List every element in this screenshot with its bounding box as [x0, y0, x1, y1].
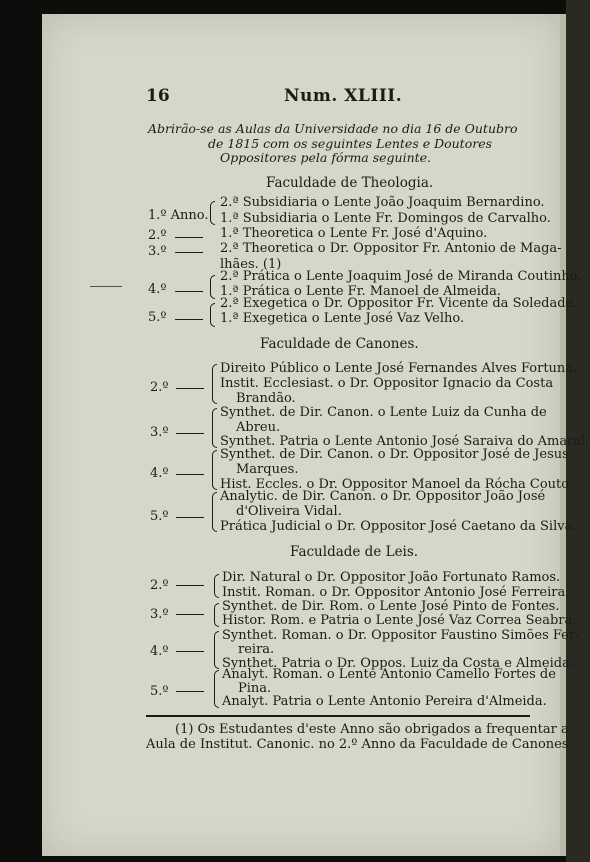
brace: [212, 364, 217, 404]
brace: [214, 574, 219, 598]
entry-line: Analyt. Roman. o Lente Antonio Camello Fortes de: [222, 667, 556, 682]
ditto-dash: [175, 237, 203, 238]
page-number: 16: [146, 86, 170, 106]
brace: [210, 303, 215, 327]
brace: [214, 603, 219, 627]
entry-line: Synthet. Patria o Dr. Oppos. Luiz da Costa e Almeida.: [222, 656, 574, 671]
book-edge: [566, 0, 590, 862]
entry-line: d'Oliveira Vidal.: [236, 504, 342, 519]
margin-mark: [90, 286, 122, 287]
ditto-dash: [176, 691, 204, 692]
entry-line: Brandão.: [236, 391, 296, 406]
entry-line: Hist. Eccles. o Dr. Oppositor Manoel da Rócha Couto.: [220, 477, 573, 492]
year-label: 3.º: [150, 425, 169, 440]
section-heading-theologia: Faculdade de Theologia.: [266, 175, 434, 191]
ditto-dash: [176, 388, 204, 389]
intro-line-3: Oppositores pela fórma seguinte.: [220, 150, 432, 165]
intro-line-2: de 1815 com os seguintes Lentes e Doutores: [208, 136, 493, 151]
entry-line: Prática Judicial o Dr. Oppositor José Caetano da Silva.: [220, 519, 577, 534]
entry-line: Synthet. de Dir. Canon. o Lente Luiz da Cunha de: [220, 405, 547, 420]
brace: [214, 670, 219, 708]
brace: [212, 492, 217, 532]
entry-line: 2.ª Exegetica o Dr. Oppositor Fr. Vicente da Soledade.: [220, 296, 578, 311]
page-title: Num. XLIII.: [284, 86, 403, 106]
ditto-dash: [176, 651, 204, 652]
year-label: 4.º: [150, 466, 169, 481]
year-label: 4.º: [150, 644, 169, 659]
year-label: 2.º: [148, 228, 167, 243]
year-label: 3.º: [150, 607, 169, 622]
section-heading-leis: Faculdade de Leis.: [290, 544, 419, 560]
entry-line: Direito Público o Lente José Fernandes Alves Fortuna.: [220, 361, 578, 376]
entry-line: Instit. Ecclesiast. o Dr. Oppositor Ignacio da Costa: [220, 376, 554, 391]
year-label: 2.º: [150, 380, 169, 395]
entry-line: lhães. (1): [220, 257, 282, 272]
entry-line: reira.: [238, 642, 275, 657]
entry-line: Synthet. de Dir. Canon. o Dr. Oppositor José de Jesus: [220, 447, 569, 462]
year-label: 5.º: [150, 684, 169, 699]
year-label: 3.º: [148, 244, 167, 259]
brace: [210, 275, 215, 299]
brace: [210, 201, 215, 225]
ditto-dash: [175, 252, 203, 253]
entry-line: 2.ª Prática o Lente Joaquim José de Miranda Coutinho.: [220, 269, 582, 284]
year-label: 2.º: [150, 578, 169, 593]
ditto-dash: [176, 517, 204, 518]
entry-line: Synthet. de Dir. Rom. o Lente José Pinto de Fontes.: [222, 599, 560, 614]
entry-line: 1.ª Prática o Lente Fr. Manoel de Almeida.: [220, 284, 502, 299]
entry-line: Marques.: [236, 462, 299, 477]
entry-line: Synthet. Patria o Lente Antonio José Saraiva do Amaral.: [220, 434, 590, 449]
year-label: 1.º Anno.: [148, 208, 209, 223]
ditto-dash: [176, 585, 204, 586]
entry-line: 2.ª Theoretica o Dr. Oppositor Fr. Antonio de Maga-: [220, 241, 562, 256]
ditto-dash: [176, 614, 204, 615]
year-label: 4.º: [148, 282, 167, 297]
entry-line: 1.ª Exegetica o Lente José Vaz Velho.: [220, 311, 465, 326]
entry-line: 1.ª Theoretica o Lente Fr. José d'Aquino.: [220, 226, 488, 241]
entry-line: Analyt. Patria o Lente Antonio Pereira d'Almeida.: [222, 694, 547, 709]
year-label: 5.º: [150, 509, 169, 524]
intro-line-1: Abrirão-se as Aulas da Universidade no dia 16 de Outubro: [148, 121, 518, 136]
entry-line: Instit. Roman. o Dr. Oppositor Antonio José Ferreira.: [222, 585, 570, 600]
entry-line: 2.ª Subsidiaria o Lente João Joaquim Bernardino.: [220, 195, 545, 210]
footnote-rule: [146, 715, 530, 717]
entry-line: Dir. Natural o Dr. Oppositor João Fortunato Ramos.: [222, 570, 561, 585]
ditto-dash: [176, 474, 204, 475]
brace: [212, 450, 217, 490]
entry-line: Pina.: [238, 681, 272, 696]
entry-line: Analytic. de Dir. Canon. o Dr. Oppositor João José: [220, 489, 546, 504]
entry-line: Synthet. Roman. o Dr. Oppositor Faustino Simões Fer-: [222, 628, 580, 643]
footnote-line-2: Aula de Institut. Canonic. no 2.º Anno da Faculdade de Canones.: [146, 737, 573, 752]
entry-line: Histor. Rom. e Patria o Lente José Vaz Correa Seabra.: [222, 613, 577, 628]
section-heading-canones: Faculdade de Canones.: [260, 336, 419, 352]
year-label: 5.º: [148, 310, 167, 325]
brace: [214, 631, 219, 669]
entry-line: Abreu.: [236, 420, 281, 435]
brace: [212, 408, 217, 448]
ditto-dash: [175, 291, 203, 292]
footnote-line-1: (1) Os Estudantes d'este Anno são obrigados a frequentar a: [175, 722, 569, 737]
ditto-dash: [175, 319, 203, 320]
entry-line: 1.ª Subsidiaria o Lente Fr. Domingos de Carvalho.: [220, 211, 551, 226]
ditto-dash: [176, 433, 204, 434]
